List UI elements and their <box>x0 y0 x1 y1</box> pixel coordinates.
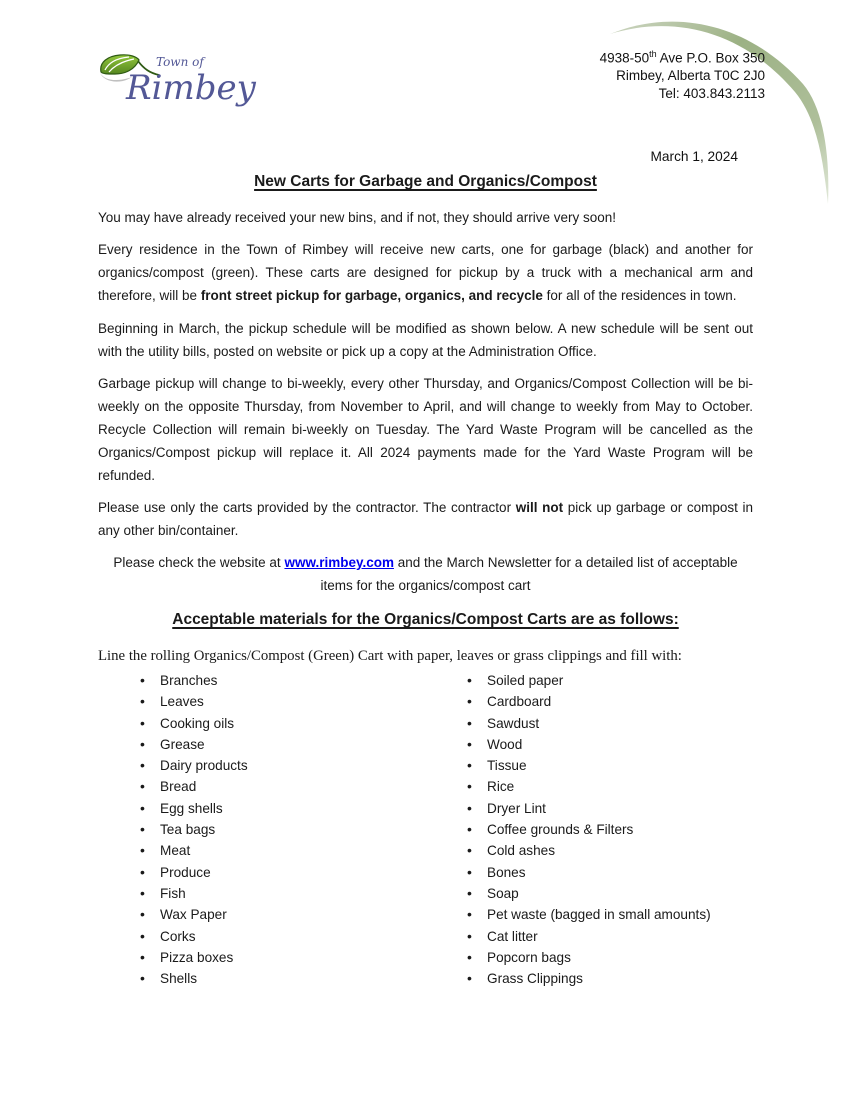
list-intro: Line the rolling Organics/Compost (Green) Cart with paper, leaves or grass clippings and fill with: <box>98 648 682 664</box>
paragraph-schedule: Beginning in March, the pickup schedule will be modified as shown below. A new schedule will be sent out with the utility bills, posted on website or pick up a copy at the Administration Office. <box>98 321 753 359</box>
list-item: • Produce <box>160 862 425 883</box>
list-item: • Tissue <box>487 755 753 776</box>
list-item: • Rice <box>487 776 753 797</box>
town-of-rimbey-logo <box>96 50 266 112</box>
list-item: • Sawdust <box>487 713 753 734</box>
logo-top-text: Town of <box>156 55 204 69</box>
list-item: • Wax Paper <box>160 904 425 925</box>
list-item: • Leaves <box>160 691 425 712</box>
list-item: • Soap <box>487 883 753 904</box>
address-line-1: 4938-50th Ave P.O. Box 350 <box>599 49 765 66</box>
list-item: • Cold ashes <box>487 840 753 861</box>
paragraph-website: Please check the website at www.rimbey.com and the March Newsletter for a detailed list of acceptable items for the organics/compost cart <box>113 555 738 593</box>
paragraph-contractor: Please use only the carts provided by the contractor. The contractor will not pick up garbage or compost in any other bin/container. <box>98 500 753 538</box>
list-item: • Soiled paper <box>487 670 753 691</box>
materials-list-left <box>98 670 425 989</box>
bold-front-street-pickup: front street pickup for garbage, organics, and recycle <box>200 288 543 303</box>
list-item: • Dairy products <box>160 755 425 776</box>
document-title: New Carts for Garbage and Organics/Compost <box>254 173 597 190</box>
materials-list-right <box>425 670 753 989</box>
document-body <box>98 172 753 989</box>
paragraph-intro: You may have already received your new bins, and if not, they should arrive very soon! <box>98 210 617 225</box>
list-item: • Branches <box>160 670 425 691</box>
bold-will-not: will not <box>515 500 564 515</box>
list-item: • Popcorn bags <box>487 947 753 968</box>
list-item: • Fish <box>160 883 425 904</box>
logo-name-text: Rimbey <box>126 68 256 108</box>
list-item: • Grass Clippings <box>487 968 753 989</box>
document-date: March 1, 2024 <box>650 149 738 164</box>
list-item: • Shells <box>160 968 425 989</box>
list-item: • Dryer Lint <box>487 798 753 819</box>
address-block <box>600 46 765 102</box>
list-item: • Grease <box>160 734 425 755</box>
list-item: • Corks <box>160 926 425 947</box>
list-item: • Meat <box>160 840 425 861</box>
address-line-3: Tel: 403.843.2113 <box>658 85 765 101</box>
list-item: • Pizza boxes <box>160 947 425 968</box>
paragraph-pickup-details: Garbage pickup will change to bi-weekly, every other Thursday, and Organics/Compost Collection will be bi-weekly on the opposite Thursday, from November to April, and will change to weekly from May to October. Recycle Collection will remain bi-weekly on Tuesday. The Yard Waste Program will be cancelled as the Organics/Compost pickup will replace it. All 2024 payments made for the Yard Waste Program will be refunded. <box>98 376 753 483</box>
list-item: • Pet waste (bagged in small amounts) <box>487 904 753 925</box>
list-item: • Bread <box>160 776 425 797</box>
section-heading: Acceptable materials for the Organics/Compost Carts are as follows: <box>172 611 679 628</box>
list-item: • Cat litter <box>487 926 753 947</box>
list-item: • Wood <box>487 734 753 755</box>
list-item: • Coffee grounds & Filters <box>487 819 753 840</box>
rimbey-website-link[interactable]: www.rimbey.com <box>284 555 394 570</box>
paragraph-new-carts: Every residence in the Town of Rimbey will receive new carts, one for garbage (black) and another for organics/compost (green). These carts are designed for pickup by a truck with a mechanical arm and therefore, will be front street pickup for garbage, organics, and recycle for all of the residences in town. <box>98 242 753 303</box>
list-item: • Tea bags <box>160 819 425 840</box>
list-item: • Cardboard <box>487 691 753 712</box>
list-item: • Bones <box>487 862 753 883</box>
acceptable-materials-lists <box>98 670 753 989</box>
list-item: • Cooking oils <box>160 713 425 734</box>
list-item: • Egg shells <box>160 798 425 819</box>
address-line-2: Rimbey, Alberta T0C 2J0 <box>616 68 765 83</box>
